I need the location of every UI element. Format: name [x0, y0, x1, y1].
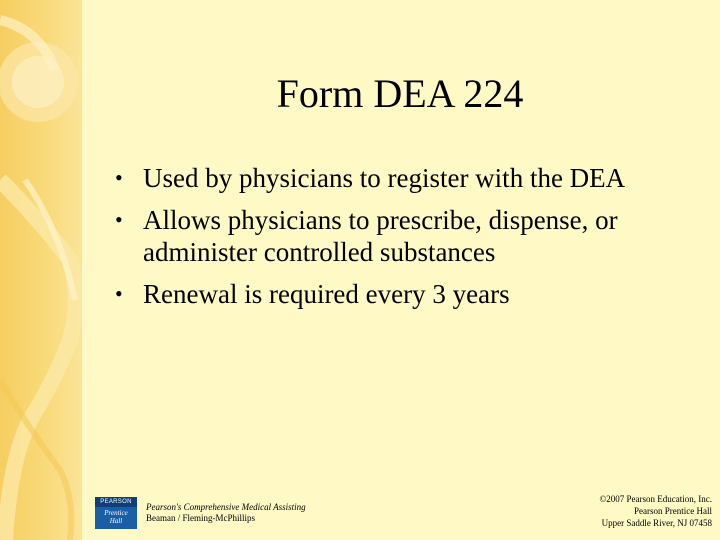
- bullet-text: Used by physicians to register with the DEA: [143, 163, 626, 193]
- bullet-item: [112, 278, 687, 310]
- authors: Beaman / Fleming-McPhillips: [146, 513, 255, 523]
- location: Upper Saddle River, NJ 07458: [601, 518, 712, 528]
- decorative-sidebar: [0, 0, 82, 540]
- logo-sub-1: Prentice: [104, 509, 128, 517]
- slide-title: Form DEA 224: [276, 71, 524, 116]
- bullet-list: [112, 162, 687, 320]
- bullet-item: [112, 204, 687, 268]
- footer-right: [599, 493, 712, 529]
- copyright: ©2007 Pearson Education, Inc.: [599, 494, 712, 504]
- logo-sub-2: Hall: [109, 517, 123, 525]
- pearson-logo: [95, 497, 137, 529]
- bullet-text: Renewal is required every 3 years: [143, 279, 510, 309]
- bullet-item: [112, 162, 687, 194]
- stethoscope-icon: [0, 0, 82, 540]
- bullet-dot-icon: •: [115, 165, 123, 190]
- bullet-dot-icon: •: [115, 207, 123, 232]
- bullet-text: Allows physicians to prescribe, dispense, or administer controlled substances: [143, 205, 618, 267]
- book-title: Pearson's Comprehensive Medical Assisting: [146, 502, 306, 512]
- bullet-dot-icon: •: [115, 281, 123, 306]
- logo-brand: PEARSON: [95, 497, 137, 507]
- publisher: Pearson Prentice Hall: [634, 506, 712, 516]
- footer-left: [146, 502, 306, 524]
